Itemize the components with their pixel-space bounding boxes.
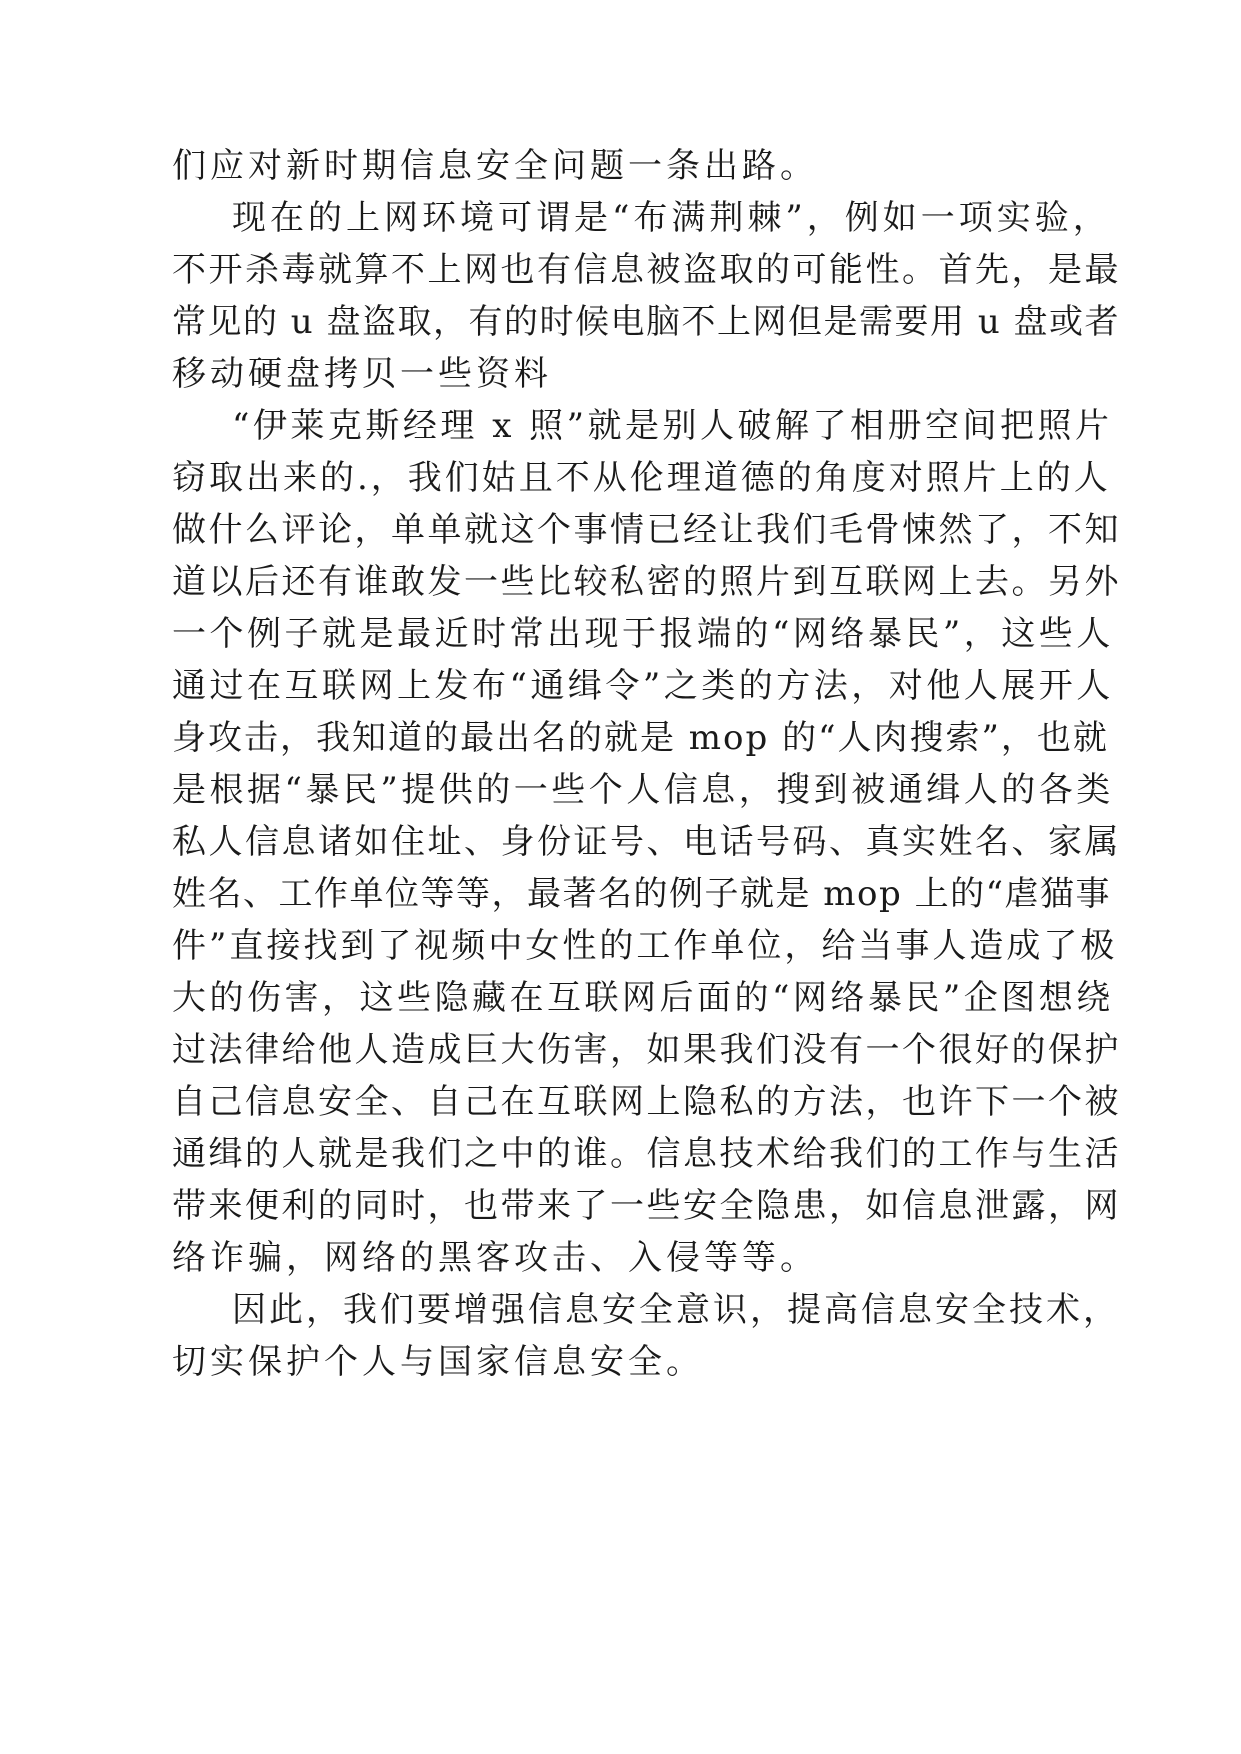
text-line: 常见的 u 盘盗取，有的时候电脑不上网但是需要用 u 盘或者: [172, 302, 1121, 342]
text-line: 身攻击，我知道的最出名的就是 mop 的“人肉搜索”，也就: [172, 718, 1109, 758]
text-line: 移动硬盘拷贝一些资料: [172, 354, 552, 394]
text-line: 不开杀毒就算不上网也有信息被盗取的可能性。首先，是最: [172, 250, 1121, 290]
text-line: 通过在互联网上发布“通缉令”之类的方法，对他人展开人: [172, 666, 1114, 706]
text-line: 过法律给他人造成巨大伤害，如果我们没有一个很好的保护: [172, 1030, 1121, 1070]
text-line: 自己信息安全、自己在互联网上隐私的方法，也许下一个被: [172, 1082, 1121, 1122]
text-line: 是根据“暴民”提供的一些个人信息，搜到被通缉人的各类: [172, 770, 1114, 810]
text-line: 私人信息诸如住址、身份证号、电话号码、真实姓名、家属: [172, 822, 1121, 862]
paragraph-first-line: 现在的上网环境可谓是“布满荆棘”，例如一项实验，: [232, 198, 1111, 238]
text-line: 们应对新时期信息安全问题一条出路。: [172, 146, 818, 186]
text-line: 道以后还有谁敢发一些比较私密的照片到互联网上去。另外: [172, 562, 1121, 602]
text-line: 件”直接找到了视频中女性的工作单位，给当事人造成了极: [172, 926, 1118, 966]
text-line: 做什么评论，单单就这个事情已经让我们毛骨悚然了，不知: [172, 510, 1121, 550]
text-line: 带来便利的同时，也带来了一些安全隐患，如信息泄露，网: [172, 1186, 1121, 1226]
text-line: 姓名、工作单位等等，最著名的例子就是 mop 上的“虐猫事: [172, 874, 1111, 914]
text-line: 大的伤害，这些隐藏在互联网后面的“网络暴民”企图想绕: [172, 978, 1114, 1018]
text-line: 切实保护个人与国家信息安全。: [172, 1342, 704, 1382]
text-line: 一个例子就是最近时常出现于报端的“网络暴民”，这些人: [172, 614, 1114, 654]
paragraph-first-line: “伊莱克斯经理 x 照”就是别人破解了相册空间把照片: [232, 406, 1113, 446]
text-line: 通缉的人就是我们之中的谁。信息技术给我们的工作与生活: [172, 1134, 1121, 1174]
text-line: 络诈骗，网络的黑客攻击、入侵等等。: [172, 1238, 818, 1278]
text-line: 窃取出来的.，我们姑且不从伦理道德的角度对照片上的人: [172, 458, 1111, 498]
paragraph-first-line: 因此，我们要增强信息安全意识，提高信息安全技术，: [232, 1290, 1120, 1330]
